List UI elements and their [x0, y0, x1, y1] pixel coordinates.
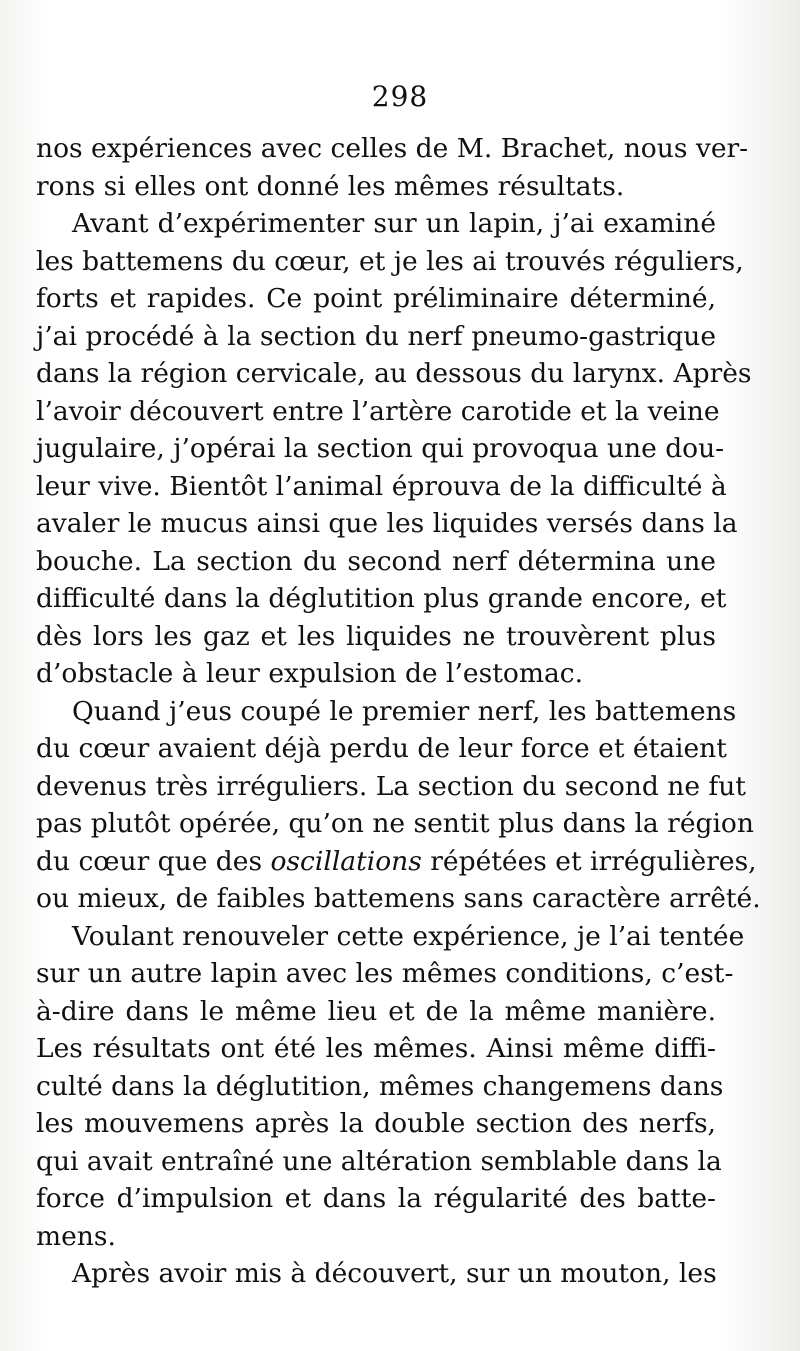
text-line: ou mieux, de faibles battemens sans caractère arrêté. [36, 883, 761, 914]
text-line: dès lors les gaz et les liquides ne trouvèrent plus [36, 620, 716, 652]
text-line: force d’impulsion et dans la régularité des batte- [36, 1183, 716, 1214]
text-line: pas plutôt opérée, qu’on ne sentit plus dans la région [36, 808, 754, 839]
text-line-with-italic [36, 843, 757, 881]
paragraph-3 [36, 693, 761, 918]
text-line: à-dire dans le même lieu et de la même manière. [36, 995, 716, 1027]
paragraph-5 [36, 1255, 716, 1293]
text-line: devenus très irréguliers. La section du second ne fut [36, 770, 746, 802]
text-line: rons si elles ont donné les mêmes résultats. [36, 170, 625, 202]
text-line: Voulant renouveler cette expérience, je l’ai tentée [72, 920, 745, 952]
text-line: Après avoir mis à découvert, sur un mouton, les [72, 1258, 717, 1289]
text-line: les mouvemens après la double section des nerfs, [36, 1108, 716, 1139]
text-line: jugulaire, j’opérai la section qui provoqua une dou- [36, 433, 725, 464]
text-line: les battemens du cœur, et je les ai trouvés réguliers, [36, 245, 744, 277]
paragraph-2 [36, 205, 752, 693]
text-line: du cœur avaient déjà perdu de leur force et étaient [36, 733, 727, 764]
text-line: difficulté dans la déglutition plus grande encore, et [36, 583, 727, 614]
text-line: culté dans la déglutition, mêmes changemens dans [36, 1070, 724, 1102]
text-line: Les résultats ont été les mêmes. Ainsi même diffi- [36, 1033, 716, 1064]
text-line: leur vive. Bientôt l’animal éprouva de la difficulté à [36, 470, 727, 502]
text-line: nos expériences avec celles de M. Brachet, nous ver- [36, 133, 749, 164]
text-line: dans la région cervicale, au dessous du larynx. Après [36, 358, 752, 389]
text-line: j’ai procédé à la section du nerf pneumo-gastrique [36, 320, 716, 352]
text-segment: répétées et irrégulières, [421, 845, 757, 877]
text-line: Avant d’expérimenter sur un lapin, j’ai examiné [72, 208, 716, 239]
text-line: d’obstacle à leur expulsion de l’estomac. [36, 658, 584, 689]
text-line: l’avoir découvert entre l’artère carotide et la veine [36, 395, 720, 427]
text-line: bouche. La section du second nerf détermina une [36, 545, 716, 577]
text-line: avaler le mucus ainsi que les liquides versés dans la [36, 508, 738, 539]
paragraph-1 [36, 130, 749, 205]
text-line: Quand j’eus coupé le premier nerf, les battemens [72, 695, 737, 727]
page-number: 298 [371, 80, 429, 113]
text-line: forts et rapides. Ce point préliminaire déterminé, [36, 283, 716, 314]
text-line: mens. [36, 1220, 116, 1252]
body-text [36, 130, 761, 1293]
paragraph-4 [36, 918, 745, 1256]
text-segment: du cœur que des [36, 845, 271, 877]
text-line: sur un autre lapin avec les mêmes conditions, c’est- [36, 958, 734, 989]
italic-term: oscillations [270, 845, 422, 877]
text-line: qui avait entraîné une altération semblable dans la [36, 1145, 722, 1177]
